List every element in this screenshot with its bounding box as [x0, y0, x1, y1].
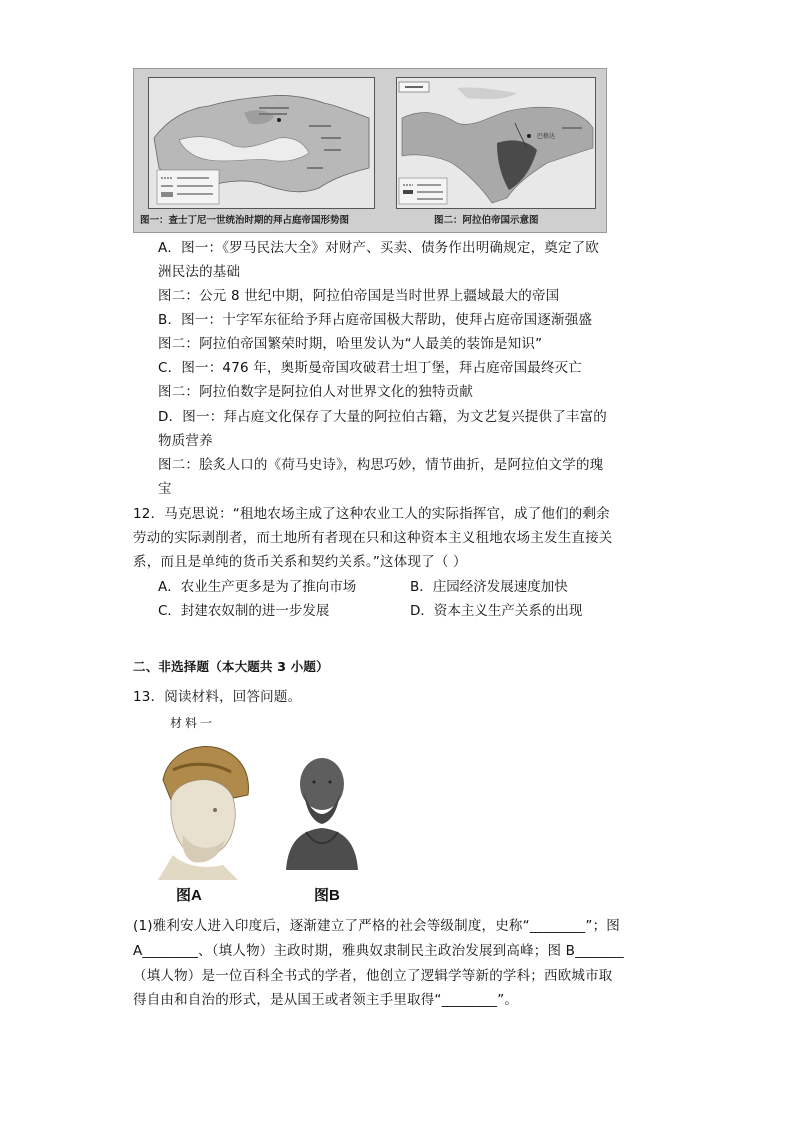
- q12-option-c: C．封建农奴制的进一步发展: [158, 603, 330, 619]
- q11-option-d-line4: 宝: [158, 481, 172, 497]
- q12-stem-line1: 12．马克思说：“租地农场主成了这种农业工人的实际指挥官，成了他们的剩余: [133, 506, 610, 522]
- q11-option-d-line3: 图二：脍炙人口的《荷马史诗》，构思巧妙，情节曲折，是阿拉伯文学的瑰: [158, 457, 604, 473]
- q11-option-c-line1: C．图一：476 年，奥斯曼帝国攻破君士坦丁堡，拜占庭帝国最终灭亡: [158, 360, 583, 376]
- map1-caption: 图一：查士丁尼一世统治时期的拜占庭帝国形势图: [140, 215, 350, 226]
- q11-option-a-line1: A．图一：《罗马民法大全》对财产、买卖、债务作出明确规定，奠定了欧: [158, 240, 600, 256]
- figure-b-label: 图B: [314, 887, 340, 904]
- bust-b-graphic: [276, 752, 368, 872]
- arab-empire-map-graphic: [397, 78, 595, 208]
- bust-a-image: [143, 740, 255, 880]
- figure-a-label: 图A: [176, 887, 202, 904]
- q11-option-a-line2: 洲民法的基础: [158, 264, 241, 280]
- q13-stem: 13．阅读材料，回答问题。: [133, 689, 302, 705]
- q13-part1-line2: A________、（填人物）主政时期，雅典奴隶制民主政治发展到高峰；图 B_______: [133, 943, 624, 959]
- material-one-label: 材料一: [170, 716, 216, 730]
- q12-option-d: D．资本主义生产关系的出现: [410, 603, 583, 619]
- q11-option-c-line2: 图二：阿拉伯数字是阿拉伯人对世界文化的独特贡献: [158, 384, 474, 400]
- q11-option-d-line1: D．图一：拜占庭文化保存了大量的阿拉伯古籍，为文艺复兴提供了丰富的: [158, 409, 607, 425]
- q11-option-b-line1: B．图一：十字军东征给予拜占庭帝国极大帮助，使拜占庭帝国逐渐强盛: [158, 312, 593, 328]
- q12-option-b: B．庄园经济发展速度加快: [410, 579, 568, 595]
- section-two-title: 二、非选择题（本大题共 3 小题）: [133, 659, 329, 674]
- byzantine-map: [148, 77, 375, 209]
- q13-part1-line4: 得自由和自治的形式，是从国王或者领主手里取得“________”。: [133, 992, 519, 1008]
- baghdad-label: 巴格达: [537, 133, 556, 140]
- map2-caption: 图二：阿拉伯帝国示意图: [434, 215, 539, 226]
- bust-a-graphic: [143, 740, 255, 880]
- byzantine-map-graphic: [149, 78, 374, 208]
- q12-stem-line3: 系，而且是单纯的货币关系和契约关系。”这体现了（ ）: [133, 554, 467, 570]
- q11-option-a-line3: 图二：公元 8 世纪中期，阿拉伯帝国是当时世界上疆域最大的帝国: [158, 288, 560, 304]
- q11-option-b-line2: 图二：阿拉伯帝国繁荣时期，哈里发认为“人最美的装饰是知识”: [158, 336, 543, 352]
- q13-part1-line1: (1)雅利安人进入印度后，逐渐建立了严格的社会等级制度，史称“________”；图: [133, 918, 621, 934]
- q11-option-d-line2: 物质营养: [158, 433, 213, 449]
- arab-empire-map: [396, 77, 596, 209]
- q13-part1-line3: （填人物）是一位百科全书式的学者，他创立了逻辑学等新的学科；西欧城市取: [133, 968, 613, 984]
- q12-stem-line2: 劳动的实际剥削者，而土地所有者现在只和这种资本主义租地农场主发生直接关: [133, 530, 613, 546]
- q12-option-a: A．农业生产更多是为了推向市场: [158, 579, 357, 595]
- bust-b-image: [276, 752, 368, 872]
- map-figure: [133, 68, 607, 233]
